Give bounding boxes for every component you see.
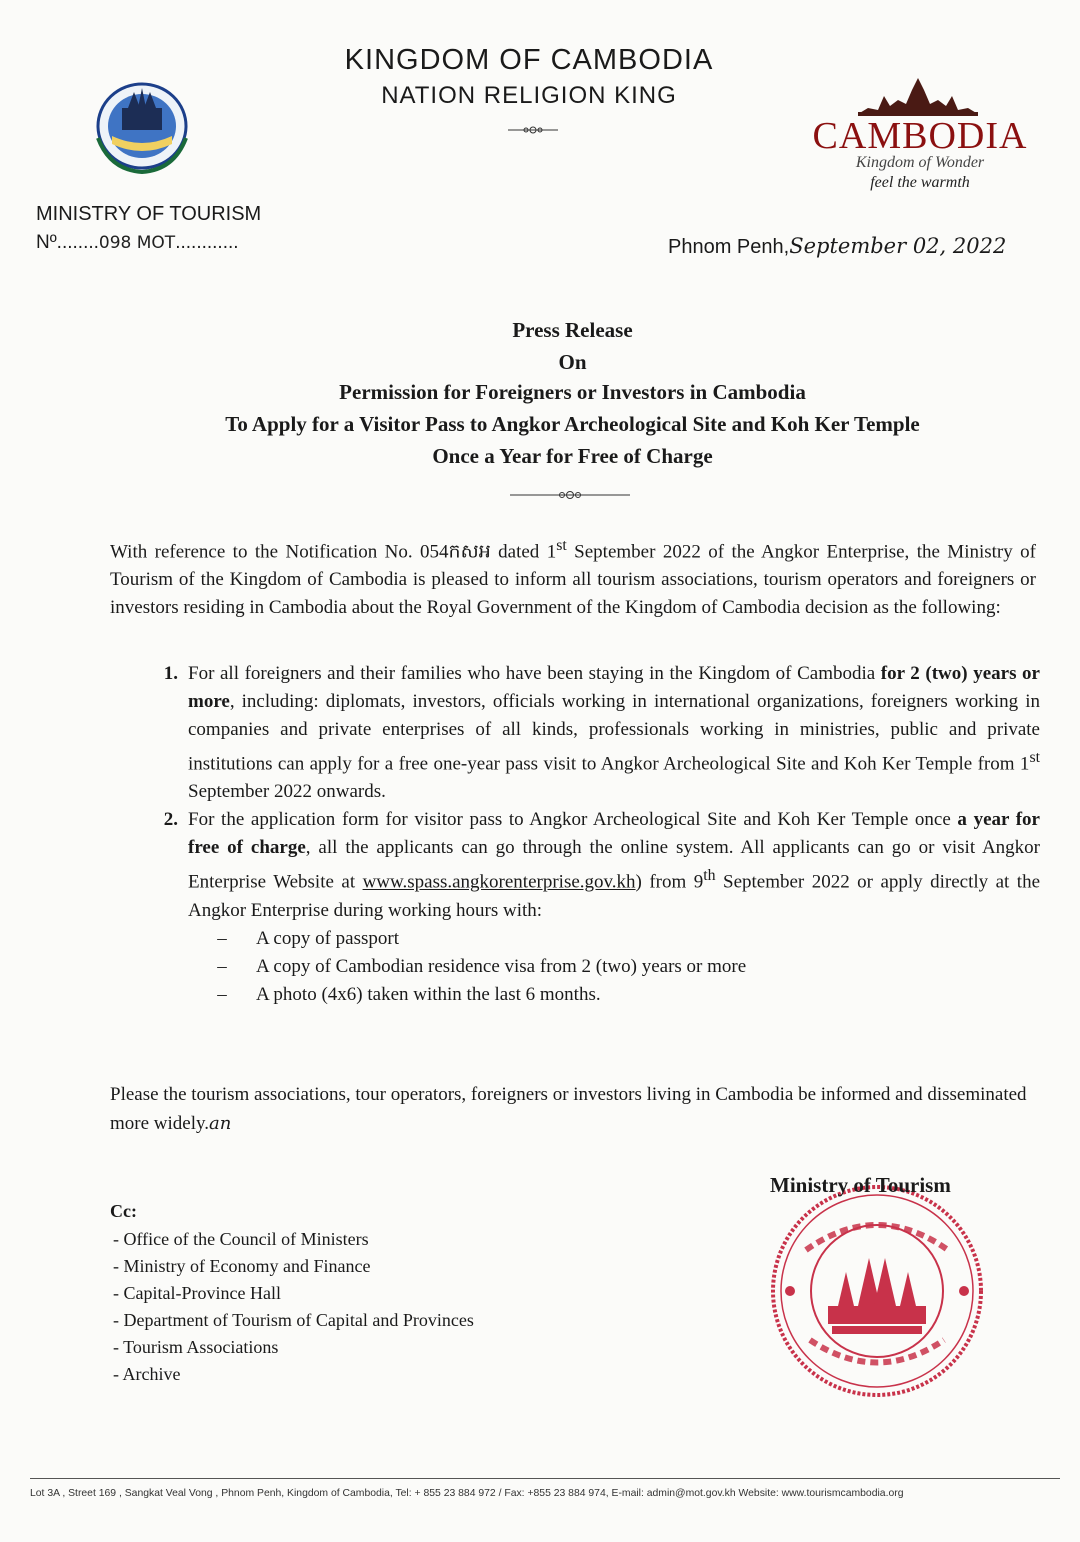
cc-recipient: - Ministry of Economy and Finance [113, 1256, 371, 1276]
header-nation-motto: NATION RELIGION KING [381, 82, 677, 109]
signature-ministry-label: Ministry of Tourism [770, 1173, 951, 1197]
cc-recipient: - Office of the Council of Ministers [113, 1229, 369, 1249]
requirements-list [188, 925, 1040, 1009]
cc-recipient: - Department of Tourism of Capital and Provinces [113, 1310, 474, 1330]
handwritten-initial: an [209, 1113, 232, 1134]
reference-prefix: Nº [36, 232, 57, 253]
title-on: On [558, 350, 587, 374]
requirement-item: – A photo (4x6) taken within the last 6 months. [217, 983, 601, 1005]
brand-slogan: feel the warmth [870, 174, 970, 191]
title-subject-line-1: Permission for Foreigners or Investors in Cambodia [339, 380, 806, 404]
intro-paragraph: With reference to the Notification No. 054កសអ dated 1st September 2022 of the Angkor Enterprise, the Ministry of Tourism of the Kingdom of Cambodia is pleased to inform all tourism associations, tourism operators and foreigners or investors residing in Cambodia about the Royal Government of the Kingdom of Cambodia decision as the following: [110, 537, 1036, 619]
title-subject-line-2: To Apply for a Visitor Pass to Angkor Archeological Site and Koh Ker Temple [225, 412, 920, 436]
list-item: 1. For all foreigners and their families who have been staying in the Kingdom of Cambodia for 2 (two) years or more, including: diplomats, investors, officials working in international organizations, foreigners working in companies and private enterprises of all kinds, professionals working in ministries, public and private institutions can apply for a free one-year pass visit to Angkor Archeological Site and Koh Ker Temple from 1st September 2022 onwards. [163, 663, 1040, 803]
reference-number: Nº........098 MOT............ [36, 232, 239, 253]
press-release-title: Press Release [512, 318, 633, 342]
cc-label: Cc: [110, 1201, 137, 1221]
reference-value: 098 MOT [98, 233, 176, 253]
decision-list [112, 660, 1040, 1009]
cambodia-brand-name: CAMBODIA [812, 115, 1028, 157]
date-prefix: Phnom Penh, [668, 236, 790, 258]
footer-contact: Lot 3A , Street 169 , Sangkat Veal Vong , Phnom Penh, Kingdom of Cambodia, Tel: + 855 23 884 972 / Fax: +855 23 884 974, E-mail: admin@mot.gov.kh Website: www.tourismcambodia.org [30, 1488, 904, 1499]
ministry-seal-icon [88, 78, 196, 178]
requirement-item: – A copy of Cambodian residence visa from 2 (two) years or more [217, 955, 747, 977]
footer-divider [30, 1478, 1060, 1479]
date-value: September 02, 2022 [789, 234, 1007, 258]
header-kingdom: KINGDOM OF CAMBODIA [344, 44, 714, 76]
dateline [668, 234, 1006, 259]
enterprise-website-link[interactable]: www.spass.angkorenterprise.gov.kh [362, 871, 636, 893]
title-ornament-icon [510, 489, 630, 501]
requirement-item: – A copy of passport [217, 927, 400, 949]
khmer-code: កសអ [448, 541, 491, 563]
cc-recipient: - Tourism Associations [113, 1337, 279, 1357]
brand-tagline: Kingdom of Wonder [855, 154, 985, 171]
cc-recipient: - Capital-Province Hall [113, 1283, 281, 1303]
header-ornament-icon [508, 124, 558, 136]
closing-paragraph: Please the tourism associations, tour operators, foreigners or investors living in Cambodia be informed and disseminated more widely.an [110, 1084, 1027, 1134]
ministry-name: MINISTRY OF TOURISM [36, 203, 262, 225]
title-subject-line-3: Once a Year for Free of Charge [432, 444, 713, 468]
angkor-temple-logo-icon [858, 70, 978, 116]
list-item: 2. For the application form for visitor pass to Angkor Archeological Site and Koh Ker Temple once a year for free of charge, all the applicants can go through the online system. All applicants can go or visit Angkor Enterprise Website at www.spass.angkorenterprise.gov.kh) from 9th September 2022 or apply directly at the Angkor Enterprise during working hours with: – A copy of passport – A copy of Cambodian residence visa from 2 (two) years or more – A photo (4x6) taken within the last 6 months. [112, 806, 1040, 1008]
cc-recipient: - Archive [113, 1364, 181, 1384]
cc-recipients [113, 1226, 474, 1388]
ministry-stamp-icon [766, 1180, 988, 1402]
